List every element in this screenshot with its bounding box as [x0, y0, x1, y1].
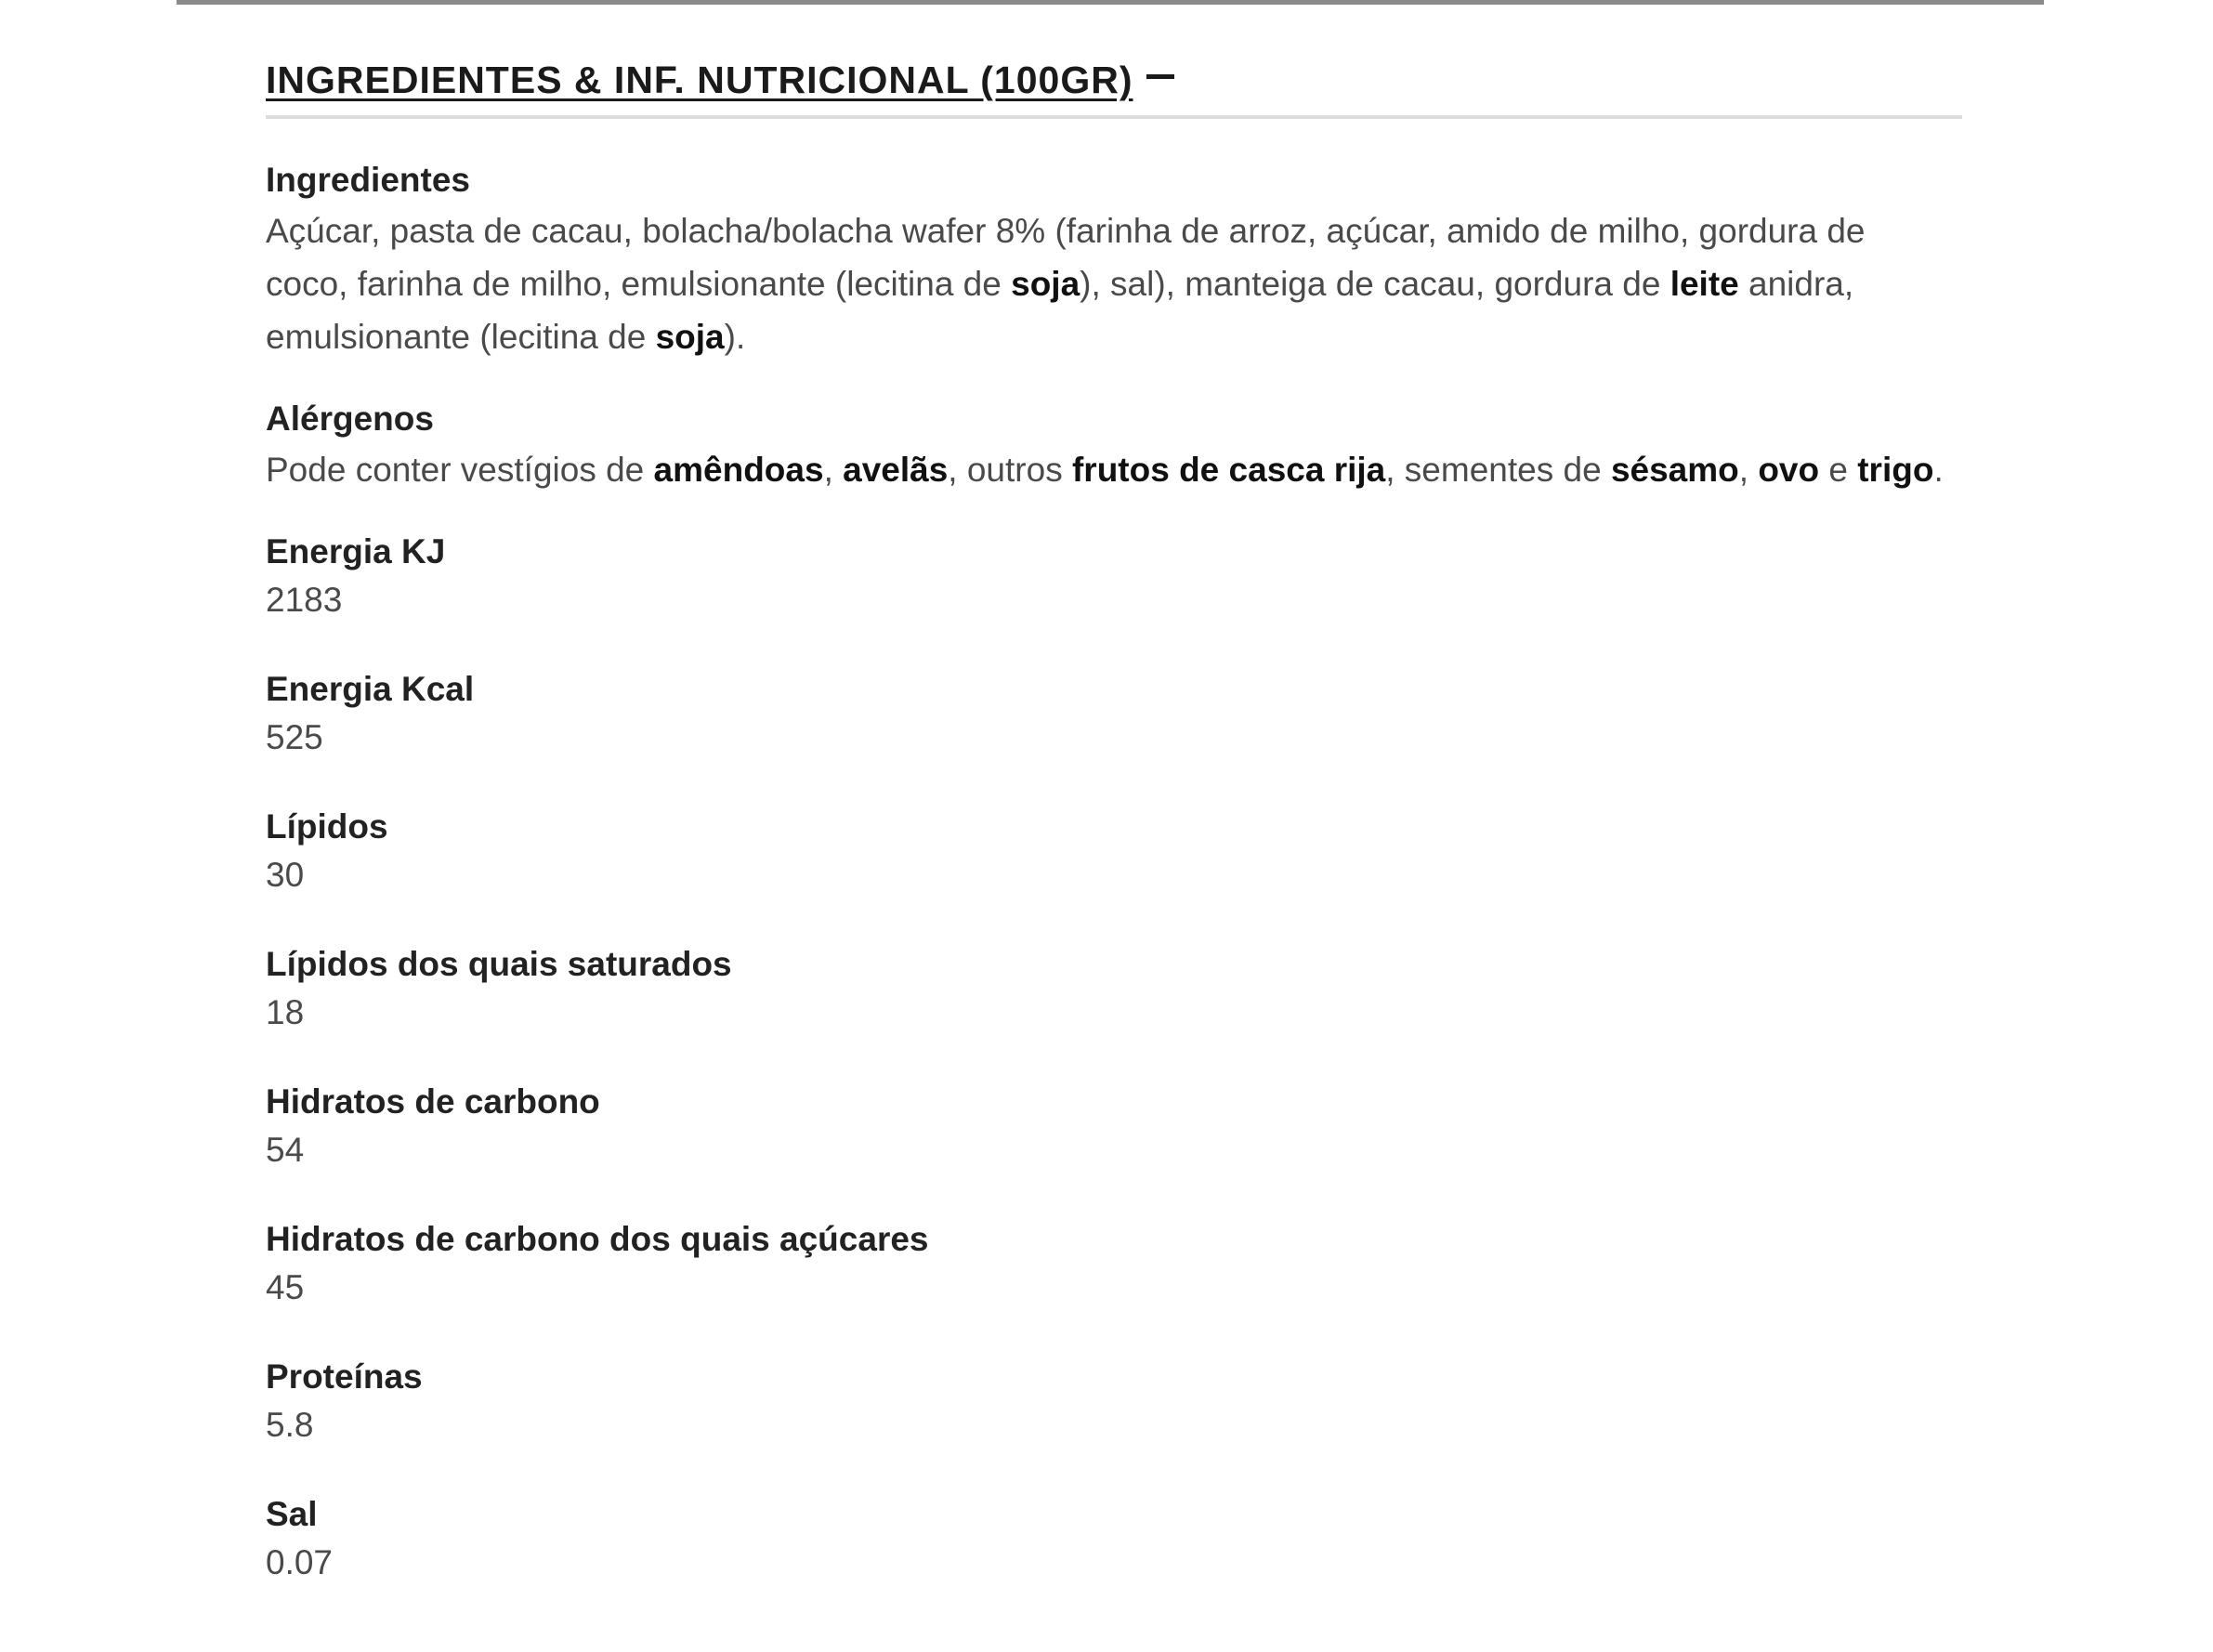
text-segment: ). [724, 318, 746, 356]
nutrient-label: Sal [266, 1495, 318, 1533]
nutrient-label: Lípidos [266, 807, 388, 846]
highlighted-allergen: sésamo [1610, 451, 1739, 489]
allergens-label: Alérgenos [266, 400, 434, 438]
highlighted-allergen: leite [1670, 265, 1739, 303]
highlighted-allergen: soja [1011, 265, 1080, 303]
nutrient-item [266, 1353, 1962, 1449]
text-segment: , sementes de [1385, 451, 1611, 489]
nutrient-label: Hidratos de carbono [266, 1082, 600, 1121]
accordion-header[interactable] [266, 54, 1962, 119]
text-segment: anidra, emulsionante (lecitina de [266, 265, 1854, 356]
minus-icon[interactable] [1146, 74, 1174, 79]
nutrient-value: 30 [266, 856, 305, 894]
nutrient-label: Energia KJ [266, 532, 446, 570]
nutrient-item [266, 1215, 1962, 1312]
allergens-section [266, 395, 1962, 496]
nutrient-label: Energia Kcal [266, 670, 475, 708]
ingredients-label: Ingredientes [266, 161, 470, 199]
text-segment: , [823, 451, 844, 489]
nutrient-value: 525 [266, 718, 323, 756]
ingredients-section [266, 156, 1962, 363]
text-segment: , [1738, 451, 1759, 489]
nutrient-label: Hidratos de carbono dos quais açúcares [266, 1220, 929, 1258]
nutrition-accordion [266, 54, 1962, 1628]
highlighted-allergen: trigo [1857, 451, 1934, 489]
nutrient-item [266, 803, 1962, 899]
highlighted-allergen: ovo [1758, 451, 1820, 489]
text-segment: Pode conter vestígios de [266, 451, 654, 489]
nutrient-item [266, 940, 1962, 1037]
text-segment: Açúcar, pasta de cacau, bolacha/bolacha wafer 8% (farinha de arroz, açúcar, amido de milho, gordura de coco, farinha de milho, emulsionante (lecitina de [266, 212, 1866, 303]
nutrient-value: 2183 [266, 581, 343, 619]
nutrient-value: 54 [266, 1131, 305, 1169]
highlighted-allergen: soja [655, 318, 725, 356]
nutrient-value: 5.8 [266, 1406, 314, 1444]
accordion-content [266, 119, 1962, 1587]
text-segment: , outros [948, 451, 1072, 489]
text-segment: e [1819, 451, 1858, 489]
allergens-text [266, 443, 1957, 496]
nutrient-label: Proteínas [266, 1357, 423, 1396]
accordion-title[interactable]: INGREDIENTES & INF. NUTRICIONAL (100GR) [266, 58, 1133, 101]
text-segment: ), sal), manteiga de cacau, gordura de [1080, 265, 1670, 303]
nutrient-item [266, 1490, 1962, 1587]
nutrient-label: Lípidos dos quais saturados [266, 945, 732, 983]
highlighted-allergen: amêndoas [653, 451, 824, 489]
nutrient-item [266, 665, 1962, 762]
nutrient-item [266, 528, 1962, 624]
text-segment: . [1933, 451, 1944, 489]
nutrient-value: 0.07 [266, 1543, 334, 1581]
nutrient-item [266, 1078, 1962, 1174]
highlighted-allergen: frutos de casca rija [1071, 451, 1386, 489]
ingredients-text [266, 204, 1957, 363]
highlighted-allergen: avelãs [843, 451, 949, 489]
nutrient-value: 18 [266, 993, 305, 1031]
top-divider [177, 0, 2044, 5]
nutrient-value: 45 [266, 1268, 305, 1306]
